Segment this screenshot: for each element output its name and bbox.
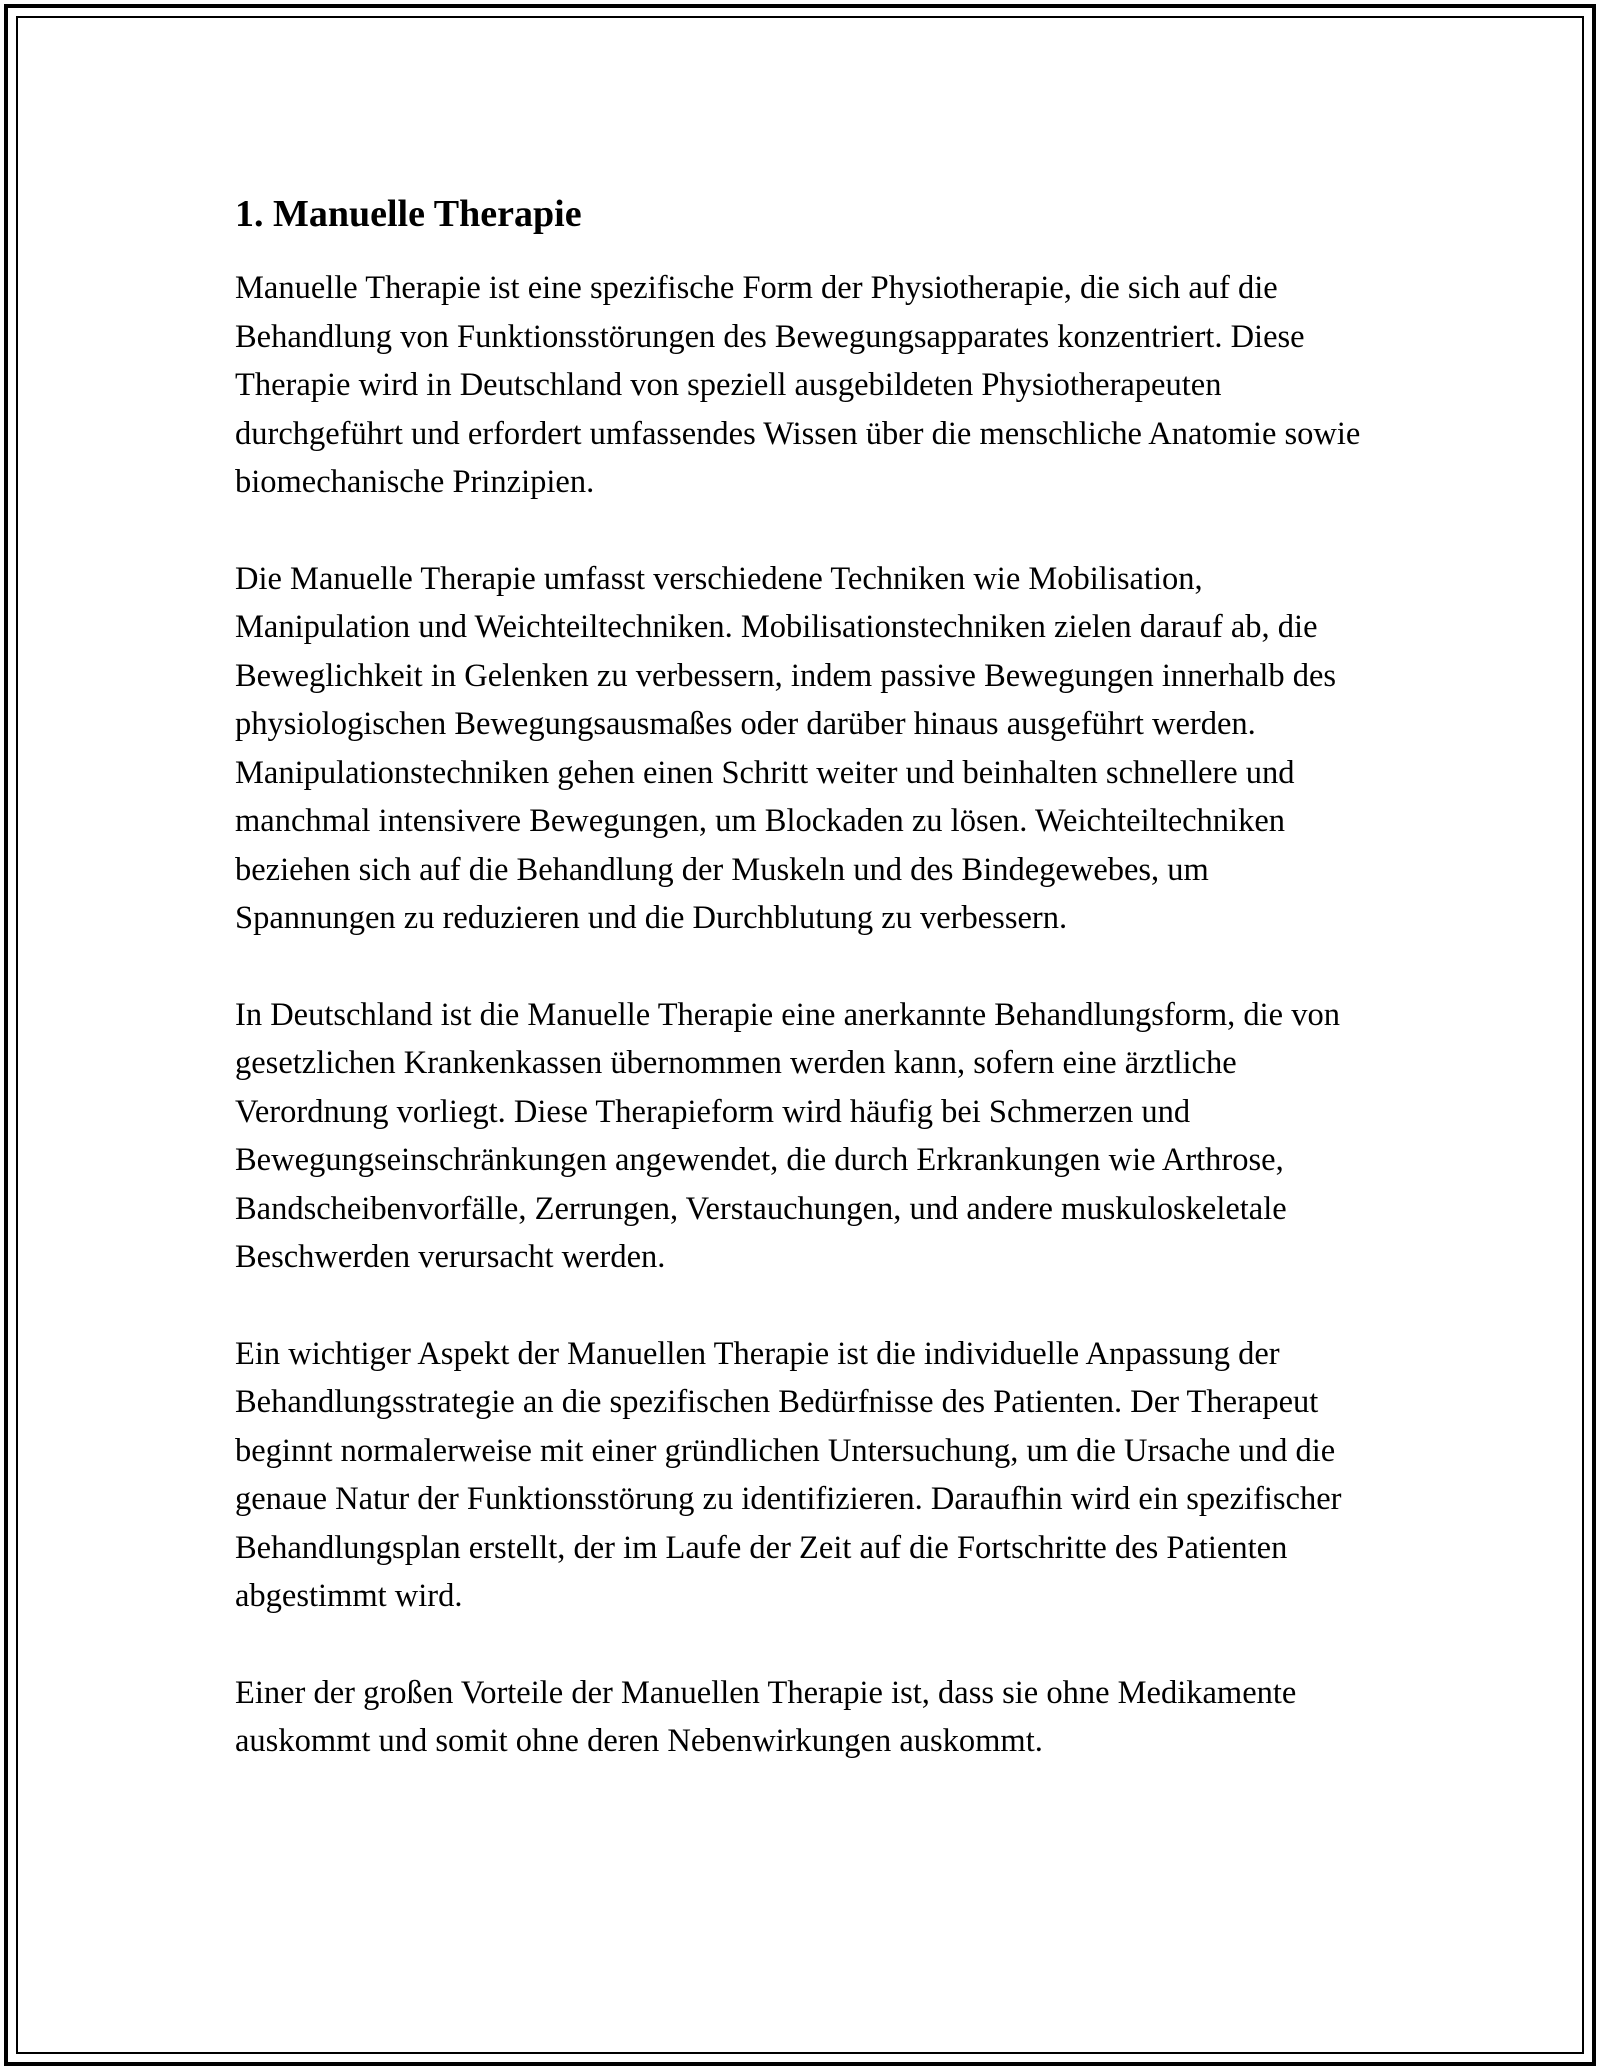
document-content bbox=[235, 190, 1375, 1766]
paragraph-individual-adaptation: Ein wichtiger Aspekt der Manuellen Therapie ist die individuelle Anpassung der Behandlungsstrategie an die spezifischen Bedürfnisse des Patienten. Der Therapeut beginnt normalerweise mit einer gründlichen Untersuchung, um die Ursache und die genaue Natur der Funktionsstörung zu identifizieren. Daraufhin wird ein spezifischer Behandlungsplan erstellt, der im Laufe der Zeit auf die Fortschritte des Patienten abgestimmt wird. bbox=[235, 1335, 1342, 1614]
paragraph-techniques: Die Manuelle Therapie umfasst verschiedene Techniken wie Mobilisation, Manipulation und Weichteiltechniken. Mobilisationstechniken zielen darauf ab, die Beweglichkeit in Gelenken zu verbessern, indem passive Bewegungen innerhalb des physiologischen Bewegungsausmaßes oder darüber hinaus ausgeführt werden. Manipulationstechniken gehen einen Schritt weiter und beinhalten schnellere und manchmal intensivere Bewegungen, um Blockaden zu lösen. Weichteiltechniken beziehen sich auf die Behandlung der Muskeln und des Bindegewebes, um Spannungen zu reduzieren und die Durchblutung zu verbessern. bbox=[235, 560, 1337, 936]
paragraph-germany: In Deutschland ist die Manuelle Therapie eine anerkannte Behandlungsform, die von gesetzlichen Krankenkassen übernommen werden kann, sofern eine ärztliche Verordnung vorliegt. Diese Therapieform wird häufig bei Schmerzen und Bewegungseinschränkungen angewendet, die durch Erkrankungen wie Arthrose, Bandscheibenvorfälle, Zerrungen, Verstauchungen, und andere muskuloskeletale Beschwerden verursacht werden. bbox=[235, 996, 1340, 1275]
paragraph-advantages: Einer der großen Vorteile der Manuellen Therapie ist, dass sie ohne Medikamente auskommt und somit ohne deren Nebenwirkungen auskommt. bbox=[235, 1674, 1297, 1759]
section-title: 1. Manuelle Therapie bbox=[235, 193, 582, 235]
paragraph-intro: Manuelle Therapie ist eine spezifische Form der Physiotherapie, die sich auf die Behandlung von Funktionsstörungen des Bewegungsapparates konzentriert. Diese Therapie wird in Deutschland von speziell ausgebildeten Physiotherapeuten durchgeführt und erfordert umfassendes Wissen über die menschliche Anatomie sowie biomechanische Prinzipien. bbox=[235, 270, 1361, 500]
